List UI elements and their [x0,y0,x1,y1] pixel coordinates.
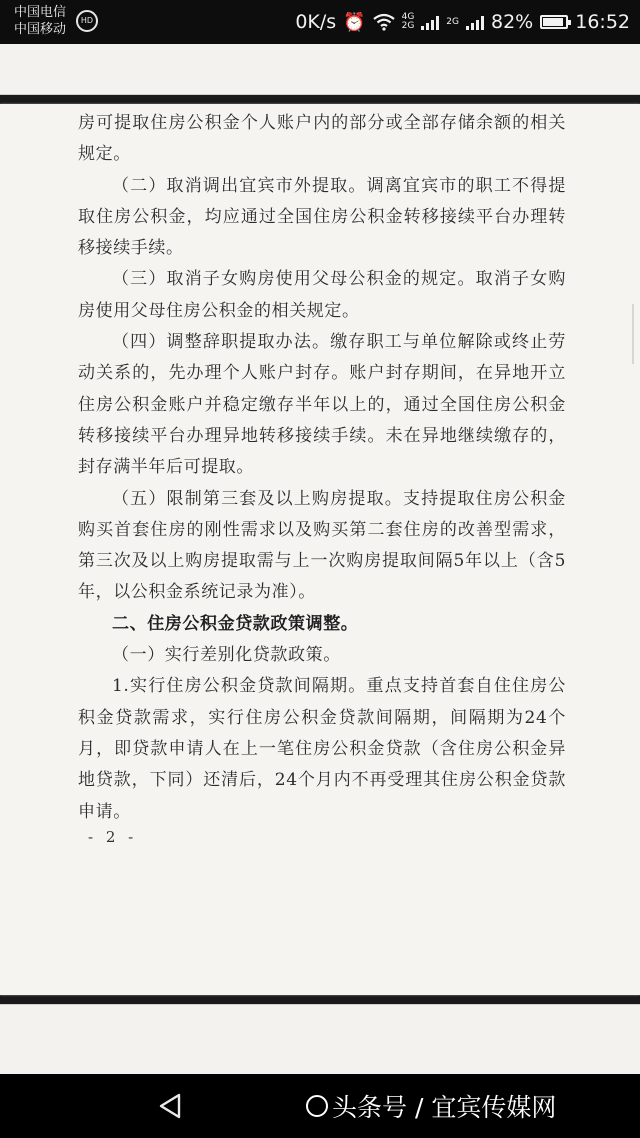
back-triangle-icon [157,1092,183,1120]
watermark-text: 头条号 / 宜宾传媒网 [332,1093,557,1122]
status-bar [0,0,640,44]
carrier-name-2: 中国移动 [14,22,67,37]
battery-icon [540,15,568,29]
next-page-strip[interactable] [0,1004,640,1075]
network-type-label-2: 2G [446,16,459,27]
section-heading: 二、住房公积金贷款政策调整。 [112,613,359,634]
network-speed: 0K/s [295,11,337,33]
back-button[interactable] [150,1086,190,1126]
network-2g-label: 2G [401,21,415,31]
carrier-name-1: 中国电信 [14,5,67,20]
alarm-icon: ⏰ [343,11,366,33]
hd-call-icon: HD [76,10,98,32]
battery-percent: 82% [491,11,534,33]
paragraph: 1.实行住房公积金贷款间隔期。重点支持首套自住住房公积金贷款需求，实行住房公积金贷款间隔期，间隔期为24个月，即贷款申请人在上一笔住房公积金贷款（含住房公积金异地贷款，下同）还清后，24个月内不再受理其住房公积金贷款申请。 [78,676,566,822]
clock: 16:52 [575,11,630,33]
previous-page-strip[interactable] [0,44,640,95]
page-edge-mark [632,304,634,364]
paragraph: （五）限制第三套及以上购房提取。支持提取住房公积金购买首套住房的刚性需求以及购买第二套住房的改善型需求，第三次及以上购房提取需与上一次购房提取间隔5年以上（含5年，以公积金系统记录为准）。 [78,488,566,603]
paragraph: 房可提取住房公积金个人账户内的部分或全部存储余额的相关规定。 [78,113,566,165]
status-indicators [295,0,630,44]
carrier-info [14,4,66,38]
paragraph: （二）取消调出宜宾市外提取。调离宜宾市的职工不得提取住房公积金，均应通过全国住房公积金转移接续平台办理转移接续手续。 [78,175,566,259]
signal-bars-icon-1 [421,14,439,30]
document-body [78,108,566,828]
signal-bars-icon-2 [466,14,484,30]
wifi-icon [373,13,395,31]
paragraph: （四）调整辞职提取办法。缴存职工与单位解除或终止劳动关系的，先办理个人账户封存。账户封存期间，在异地开立住房公积金账户并稳定缴存半年以上的，通过全国住房公积金转移接续平台办理异地转移接续手续。未在异地继续缴存的，封存满半年后可提取。 [78,332,566,478]
page-number: - 2 - [88,828,138,846]
network-type-label [402,13,415,31]
network-4g-label: 4G [401,12,415,22]
battery-fill [543,18,563,26]
paragraph: （一）实行差别化贷款政策。 [112,645,341,666]
paragraph: （三）取消子女购房使用父母公积金的规定。取消子女购房使用父母住房公积金的相关规定。 [78,269,566,321]
watermark [306,1088,556,1124]
navigation-bar [0,1074,640,1138]
watermark-circle-icon [306,1095,328,1117]
